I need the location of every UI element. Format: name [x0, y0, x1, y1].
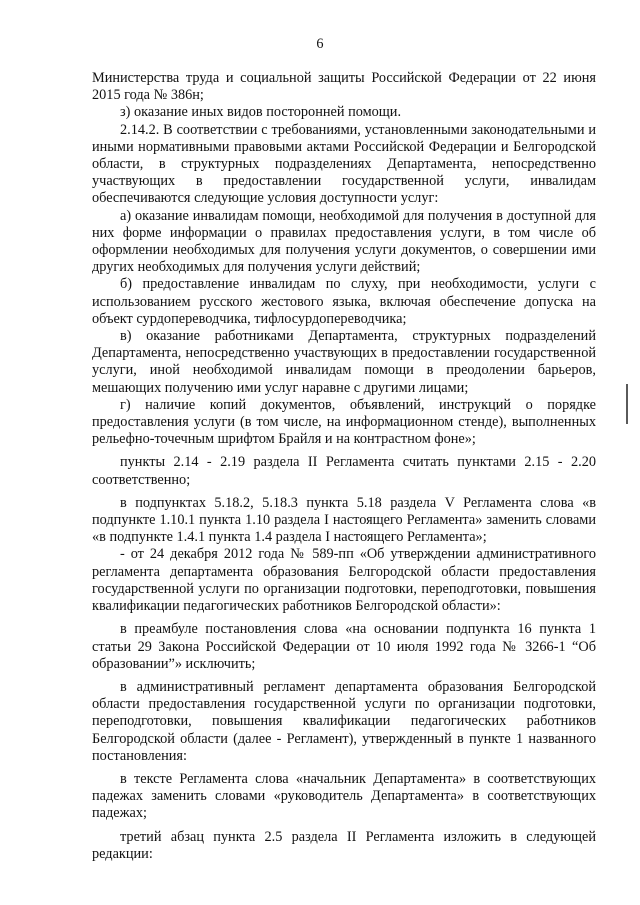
paragraph-5: б) предоставление инвалидам по слуху, при необходимости, услуги с использованием русского жестового языка, включая обеспечение допуска на объект сурдопереводчика, тифлосурдопереводчика;: [92, 276, 596, 327]
paragraph-10: - от 24 декабря 2012 года № 589-пп «Об утверждении административного регламента департамента образования Белгородской области предоставления государственной услуги по организации подготовки, переподготовки, повышения квалификации педагогических работников Белгородской области»:: [92, 546, 596, 615]
document-body: [92, 70, 596, 863]
paragraph-7: г) наличие копий документов, объявлений, инструкций о порядке предоставления услуги (в том числе, на информационном стенде), выполненных рельефно-точечным шрифтом Брайля и на контрастном фоне»;: [92, 396, 596, 448]
scan-edge-mark: [626, 384, 628, 424]
paragraph-3: 2.14.2. В соответствии с требованиями, установленными законодательными и иными нормативными правовыми актами Российской Федерации и Белгородской области, в структурных подразделениях Департамента, непосредственно участвующих в предоставлении государственной услуги, инвалидам обеспечиваются следующие условия доступности услуг:: [92, 121, 596, 207]
paragraph-13: в тексте Регламента слова «начальник Департамента» в соответствующих падежах заменить словами «руководитель Департамента» в соответствующих падежах;: [92, 770, 596, 822]
paragraph-4: а) оказание инвалидам помощи, необходимой для получения в доступной для них форме информации о правилах предоставления услуги, в том числе об оформлении необходимых для получения услуги документов, о совершении ими других необходимых для получения услуги действий;: [92, 207, 596, 276]
paragraph-14: третий абзац пункта 2.5 раздела II Регламента изложить в следующей редакции:: [92, 828, 596, 862]
paragraph-8: пункты 2.14 - 2.19 раздела II Регламента считать пунктами 2.15 - 2.20 соответственно;: [92, 454, 596, 488]
paragraph-9: в подпунктах 5.18.2, 5.18.3 пункта 5.18 раздела V Регламента слова «в подпункте 1.10.1 пункта 1.10 раздела I настоящего Регламента» заменить словами «в подпункте 1.4.1 пункта 1.4 раздела I настоящего Регламента»;: [92, 494, 596, 546]
paragraph-2: з) оказание иных видов посторонней помощи.: [120, 104, 402, 121]
paragraph-1: Министерства труда и социальной защиты Российской Федерации от 22 июня 2015 года № 386н;: [92, 70, 596, 104]
paragraph-11: в преамбуле постановления слова «на основании подпункта 16 пункта 1 статьи 29 Закона Российской Федерации от 10 июля 1992 года № 3266-1 “Об образовании”» исключить;: [92, 621, 596, 672]
paragraph-12: в административный регламент департамента образования Белгородской области предоставления государственной услуги по организации подготовки, переподготовки, повышения квалификации педагогических работников Белгородской области (далее - Регламент), утвержденный в пункте 1 названного постановления:: [92, 678, 596, 764]
page-number: 6: [316, 36, 324, 52]
paragraph-6: в) оказание работниками Департамента, структурных подразделений Департамента, непосредственно участвующих в предоставлении государственной услуги, иной необходимой инвалидам помощи в преодолении барьеров, мешающих получению ими услуг наравне с другими лицами;: [92, 328, 596, 396]
